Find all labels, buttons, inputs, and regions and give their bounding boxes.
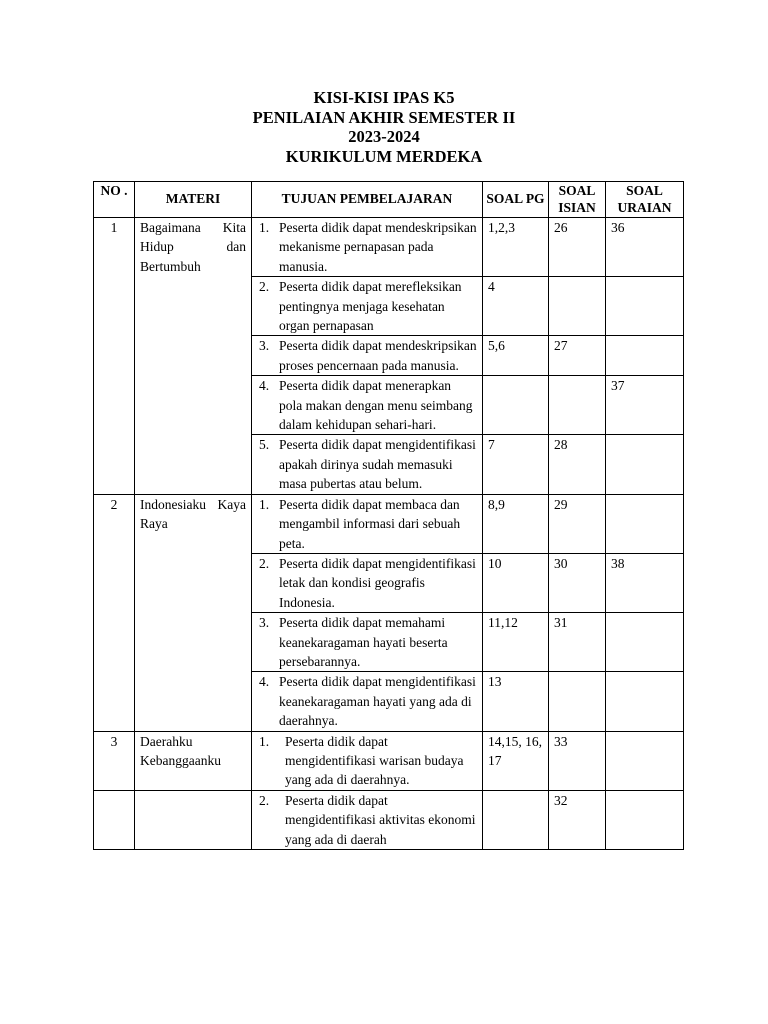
row-soal-isian: 28 <box>549 435 606 494</box>
row-soal-pg <box>483 376 549 435</box>
header-tujuan: TUJUAN PEMBELAJARAN <box>252 182 483 218</box>
header-no: NO . <box>94 182 135 218</box>
tujuan-text: Peserta didik dapat mengidentifikasi letak dan kondisi geografis Indonesia. <box>279 555 476 610</box>
row-tujuan <box>252 553 483 612</box>
row-soal-isian: 29 <box>549 494 606 553</box>
row-soal-uraian <box>606 672 684 731</box>
row-soal-uraian <box>606 277 684 336</box>
header-soal-isian: SOAL ISIAN <box>549 182 606 218</box>
row-tujuan <box>252 613 483 672</box>
row-soal-pg: 13 <box>483 672 549 731</box>
row-soal-isian <box>549 376 606 435</box>
row-soal-pg: 7 <box>483 435 549 494</box>
row-no: 1 <box>94 218 135 495</box>
row-soal-uraian: 37 <box>606 376 684 435</box>
kisi-kisi-table <box>93 181 684 850</box>
tujuan-text: Peserta didik dapat menerapkan pola makan dengan menu seimbang dalam kehidupan sehari-hari. <box>279 378 473 433</box>
header-materi: MATERI <box>135 182 252 218</box>
tujuan-text: Peserta didik dapat mengidentifikasikeanekaragaman hayati yang ada di daerahnya. <box>279 674 476 729</box>
title-line-4: KURIKULUM MERDEKA <box>285 146 483 166</box>
row-soal-uraian: 36 <box>606 218 684 277</box>
row-no: 2 <box>94 494 135 731</box>
row-materi: Indonesiaku Kaya Raya <box>135 494 252 731</box>
row-soal-isian: 31 <box>549 613 606 672</box>
tujuan-number: 3. <box>259 338 270 354</box>
row-soal-isian <box>549 277 606 336</box>
row-soal-isian: 33 <box>549 731 606 790</box>
tujuan-number: 1. <box>259 733 270 749</box>
row-materi: Bagaimana Kita Hidup dan Bertumbuh <box>135 218 252 495</box>
row-tujuan <box>252 218 483 277</box>
tujuan-number: 2. <box>259 792 270 808</box>
table-row <box>94 790 684 849</box>
row-soal-pg: 11,12 <box>483 613 549 672</box>
row-tujuan <box>252 435 483 494</box>
document-title <box>0 88 768 166</box>
row-tujuan <box>252 376 483 435</box>
tujuan-text: Peserta didik dapat membaca dan mengambil informasi dari sebuah peta. <box>279 496 461 551</box>
row-tujuan <box>252 731 483 790</box>
row-materi: Daerahku Kebanggaanku <box>135 731 252 790</box>
row-soal-isian: 27 <box>549 336 606 376</box>
row-soal-isian: 30 <box>549 553 606 612</box>
row-no: 3 <box>94 731 135 790</box>
tujuan-number: 2. <box>259 279 270 295</box>
tujuan-number: 3. <box>259 615 270 631</box>
row-soal-uraian <box>606 435 684 494</box>
table-header-row <box>94 182 684 218</box>
row-soal-uraian: 38 <box>606 553 684 612</box>
table-row <box>94 494 684 553</box>
table-row <box>94 218 684 277</box>
row-soal-uraian <box>606 494 684 553</box>
row-soal-uraian <box>606 790 684 849</box>
table-row <box>94 731 684 790</box>
tujuan-text: Peserta didik dapat mengidentifikasi aktivitas ekonomi yang ada di daerah <box>285 792 476 847</box>
tujuan-text: Peserta didik dapat mendeskripsikan mekanisme pernapasan pada manusia. <box>279 220 477 274</box>
row-soal-uraian <box>606 613 684 672</box>
title-line-2: PENILAIAN AKHIR SEMESTER II <box>252 107 516 127</box>
row-soal-pg: 5,6 <box>483 336 549 376</box>
row-soal-uraian <box>606 731 684 790</box>
tujuan-text: Peserta didik dapat merefleksikan pentingnya menjaga kesehatan organ pernapasan <box>279 279 462 334</box>
tujuan-number: 2. <box>259 555 270 571</box>
row-tujuan <box>252 672 483 731</box>
title-line-3: 2023-2024 <box>348 127 420 146</box>
tujuan-text: Peserta didik dapat mendeskripsikan proses pencernaan pada manusia. <box>279 338 477 373</box>
row-tujuan <box>252 790 483 849</box>
row-soal-uraian <box>606 336 684 376</box>
tujuan-number: 4. <box>259 378 270 394</box>
row-soal-isian: 26 <box>549 218 606 277</box>
header-soal-pg: SOAL PG <box>483 182 549 218</box>
tujuan-number: 1. <box>259 220 270 235</box>
tujuan-number: 5. <box>259 437 270 453</box>
row-soal-pg: 1,2,3 <box>483 218 549 277</box>
row-materi <box>135 790 252 849</box>
row-soal-pg: 14,15, 16, 17 <box>483 731 549 790</box>
tujuan-text: Peserta didik dapat mengidentifikasi warisan budaya yang ada di daerahnya. <box>285 733 464 788</box>
header-soal-uraian: SOAL URAIAN <box>606 182 684 218</box>
row-soal-pg: 8,9 <box>483 494 549 553</box>
row-no <box>94 790 135 849</box>
row-tujuan <box>252 277 483 336</box>
row-soal-isian: 32 <box>549 790 606 849</box>
tujuan-text: Peserta didik dapat memahami keanekaragaman hayati beserta persebarannya. <box>279 615 448 669</box>
row-soal-pg: 10 <box>483 553 549 612</box>
tujuan-number: 4. <box>259 674 270 690</box>
row-soal-pg: 4 <box>483 277 549 336</box>
tujuan-text: Peserta didik dapat mengidentifikasi apakah dirinya sudah memasuki masa pubertas atau belum. <box>279 437 476 492</box>
tujuan-number: 1. <box>259 496 270 512</box>
title-line-1: KISI-KISI IPAS K5 <box>313 88 455 107</box>
row-tujuan <box>252 494 483 553</box>
row-soal-isian <box>549 672 606 731</box>
row-soal-pg <box>483 790 549 849</box>
row-tujuan <box>252 336 483 376</box>
